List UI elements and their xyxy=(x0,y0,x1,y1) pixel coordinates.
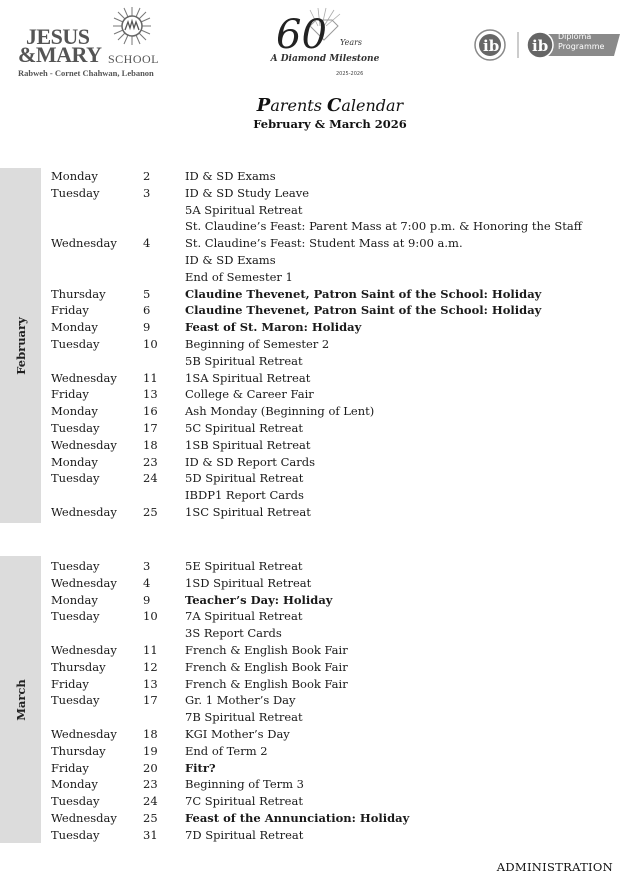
logo-number-60: 60 xyxy=(276,12,327,56)
row-day: Tuesday xyxy=(51,185,100,200)
page-subtitle: February & March 2026 xyxy=(253,117,407,131)
page-header xyxy=(0,0,640,90)
row-date: 13 xyxy=(143,387,158,402)
row-date: 11 xyxy=(143,370,158,385)
row-date: 16 xyxy=(143,404,158,419)
row-event: IBDP1 Report Cards xyxy=(185,488,304,503)
calendar-row xyxy=(51,659,631,676)
jesus-mary-school-logo xyxy=(16,8,176,78)
row-event: 1SA Spiritual Retreat xyxy=(185,370,311,385)
row-event: 5A Spiritual Retreat xyxy=(185,202,303,217)
sunburst-emblem-icon xyxy=(112,6,152,46)
administration-signature: ADMINISTRATION xyxy=(496,860,613,874)
calendar-row xyxy=(51,558,631,575)
row-event: 1SB Spiritual Retreat xyxy=(185,437,311,452)
row-event: French & English Book Fair xyxy=(185,659,348,674)
svg-text:ib: ib xyxy=(483,37,500,55)
logo-tagline: A Diamond Milestone xyxy=(270,54,380,64)
row-event: St. Claudine’s Feast: Student Mass at 9:00 a.m. xyxy=(185,236,463,251)
month-label-february xyxy=(0,168,41,523)
row-event: 7B Spiritual Retreat xyxy=(185,710,303,725)
row-event: 5B Spiritual Retreat xyxy=(185,353,303,368)
row-date: 17 xyxy=(143,693,158,708)
row-event: 7D Spiritual Retreat xyxy=(185,827,304,842)
calendar-row xyxy=(51,302,631,319)
row-event: French & English Book Fair xyxy=(185,676,348,691)
title-block xyxy=(0,96,640,132)
calendar-row xyxy=(51,353,631,370)
row-day: Monday xyxy=(51,320,98,335)
calendar-row xyxy=(51,793,631,810)
row-day: Tuesday xyxy=(51,336,100,351)
row-day: Thursday xyxy=(51,743,106,758)
row-date: 9 xyxy=(143,320,151,335)
row-day: Tuesday xyxy=(51,471,100,486)
row-day: Friday xyxy=(51,387,89,402)
calendar-row xyxy=(51,319,631,336)
row-date: 13 xyxy=(143,676,158,691)
ib-programme-line1: Diploma xyxy=(558,32,592,41)
row-event: ID & SD Exams xyxy=(185,169,276,183)
calendar-row xyxy=(51,370,631,387)
title-initial-p: P xyxy=(256,95,271,116)
row-date: 9 xyxy=(143,592,151,607)
row-event: Fitr? xyxy=(185,760,216,775)
calendar-row xyxy=(51,437,631,454)
row-day: Tuesday xyxy=(51,609,100,624)
march-events xyxy=(51,558,631,844)
row-event: 5D Spiritual Retreat xyxy=(185,471,304,486)
row-date: 11 xyxy=(143,642,158,657)
row-event: Claudine Thevenet, Patron Saint of the School: Holiday xyxy=(185,303,542,318)
february-events xyxy=(51,168,631,521)
calendar-row xyxy=(51,454,631,471)
row-day: Monday xyxy=(51,169,98,183)
calendar-row xyxy=(51,625,631,642)
row-date: 24 xyxy=(143,471,158,486)
row-event: Beginning of Semester 2 xyxy=(185,336,330,351)
row-day: Tuesday xyxy=(51,420,100,435)
calendar-row xyxy=(51,202,631,219)
school-location: Rabweh - Cornet Chahwan, Lebanon xyxy=(18,68,154,78)
row-day: Thursday xyxy=(51,659,106,674)
row-event: 5C Spiritual Retreat xyxy=(185,420,303,435)
calendar-row xyxy=(51,692,631,709)
row-date: 10 xyxy=(143,609,158,624)
row-date: 3 xyxy=(143,185,151,200)
row-date: 10 xyxy=(143,336,158,351)
row-date: 4 xyxy=(143,236,151,251)
row-day: Wednesday xyxy=(51,504,117,519)
row-date: 12 xyxy=(143,659,158,674)
row-day: Tuesday xyxy=(51,559,100,573)
calendar-row xyxy=(51,487,631,504)
logo-text-school: SCHOOL xyxy=(108,52,160,66)
row-event: Claudine Thevenet, Patron Saint of the School: Holiday xyxy=(185,286,542,301)
row-day: Monday xyxy=(51,454,98,469)
row-date: 2 xyxy=(143,169,151,183)
row-day: Wednesday xyxy=(51,575,117,590)
row-event: Gr. 1 Mother’s Day xyxy=(185,693,296,708)
logo-text-jesus: JESUS xyxy=(26,24,90,49)
calendar-row xyxy=(51,726,631,743)
row-day: Tuesday xyxy=(51,693,100,708)
row-date: 24 xyxy=(143,794,158,809)
row-event: ID & SD Report Cards xyxy=(185,454,316,469)
row-day: Wednesday xyxy=(51,726,117,741)
sixty-years-emblem-icon xyxy=(270,6,380,56)
calendar-row xyxy=(51,470,631,487)
logo-text-years: Years xyxy=(340,38,363,47)
row-event: Teacher’s Day: Holiday xyxy=(185,592,333,607)
row-day: Wednesday xyxy=(51,642,117,657)
row-date: 17 xyxy=(143,420,158,435)
ib-programme-label xyxy=(558,32,604,52)
row-date: 25 xyxy=(143,504,158,519)
row-day: Friday xyxy=(51,760,89,775)
page-title xyxy=(0,96,640,116)
row-date: 3 xyxy=(143,559,151,573)
title-part-2: alendar xyxy=(341,96,404,115)
row-date: 18 xyxy=(143,726,158,741)
logo-text-mary: &MARY xyxy=(18,42,102,67)
row-day: Monday xyxy=(51,592,98,607)
row-date: 18 xyxy=(143,437,158,452)
month-name: March xyxy=(13,678,28,721)
sixty-years-logo xyxy=(270,6,380,84)
calendar-row xyxy=(51,776,631,793)
row-date: 23 xyxy=(143,777,158,792)
row-event: Feast of St. Maron: Holiday xyxy=(185,320,362,335)
row-day: Monday xyxy=(51,404,98,419)
row-day: Wednesday xyxy=(51,810,117,825)
row-event: 7C Spiritual Retreat xyxy=(185,794,303,809)
row-event: End of Semester 1 xyxy=(185,269,293,284)
row-event: Ash Monday (Beginning of Lent) xyxy=(185,404,375,419)
row-event: 7A Spiritual Retreat xyxy=(185,609,303,624)
calendar-row xyxy=(51,827,631,844)
month-label-march xyxy=(0,556,41,843)
calendar-row xyxy=(51,286,631,303)
calendar-row xyxy=(51,403,631,420)
row-date: 23 xyxy=(143,454,158,469)
row-day: Wednesday xyxy=(51,370,117,385)
row-date: 25 xyxy=(143,810,158,825)
row-event: French & English Book Fair xyxy=(185,642,348,657)
title-initial-c: C xyxy=(327,95,342,116)
calendar-row xyxy=(51,504,631,521)
row-date: 19 xyxy=(143,743,158,758)
calendar-row xyxy=(51,760,631,777)
calendar-row xyxy=(51,168,631,185)
month-name: February xyxy=(13,316,28,375)
calendar-row xyxy=(51,608,631,625)
calendar-row xyxy=(51,709,631,726)
calendar-row xyxy=(51,252,631,269)
row-date: 6 xyxy=(143,303,151,318)
row-day: Monday xyxy=(51,777,98,792)
calendar-row xyxy=(51,642,631,659)
svg-text:ib: ib xyxy=(532,37,549,55)
calendar-row xyxy=(51,592,631,609)
calendar-row xyxy=(51,386,631,403)
ib-programme-line2: Programme xyxy=(558,42,605,51)
row-event: Beginning of Term 3 xyxy=(185,777,305,792)
calendar-row xyxy=(51,420,631,437)
row-event: St. Claudine’s Feast: Parent Mass at 7:00 p.m. & Honoring the Staff xyxy=(185,219,582,234)
calendar-row xyxy=(51,218,631,235)
row-event: Feast of the Annunciation: Holiday xyxy=(185,810,410,825)
row-event: KGI Mother’s Day xyxy=(185,726,290,741)
row-date: 4 xyxy=(143,575,151,590)
row-day: Wednesday xyxy=(51,236,117,251)
row-event: ID & SD Study Leave xyxy=(185,185,310,200)
row-event: College & Career Fair xyxy=(185,387,314,402)
row-day: Thursday xyxy=(51,286,106,301)
row-event: 5E Spiritual Retreat xyxy=(185,559,303,573)
calendar-row xyxy=(51,810,631,827)
row-event: 1SD Spiritual Retreat xyxy=(185,575,312,590)
calendar-row xyxy=(51,235,631,252)
calendar-row xyxy=(51,676,631,693)
calendar-row xyxy=(51,575,631,592)
row-event: 3S Report Cards xyxy=(185,626,282,641)
row-event: End of Term 2 xyxy=(185,743,268,758)
row-event: 1SC Spiritual Retreat xyxy=(185,504,311,519)
calendar-row xyxy=(51,336,631,353)
row-day: Friday xyxy=(51,676,89,691)
row-day: Wednesday xyxy=(51,437,117,452)
ib-diploma-logo xyxy=(472,28,624,62)
row-date: 31 xyxy=(143,827,158,842)
row-day: Friday xyxy=(51,303,89,318)
row-date: 5 xyxy=(143,286,151,301)
calendar-row xyxy=(51,743,631,760)
row-date: 20 xyxy=(143,760,158,775)
logo-year-range: 2025-2026 xyxy=(336,71,364,77)
row-event: ID & SD Exams xyxy=(185,252,276,267)
calendar-row xyxy=(51,185,631,202)
row-day: Tuesday xyxy=(51,827,100,842)
title-part-1: arents xyxy=(270,96,328,115)
calendar-row xyxy=(51,269,631,286)
row-day: Tuesday xyxy=(51,794,100,809)
